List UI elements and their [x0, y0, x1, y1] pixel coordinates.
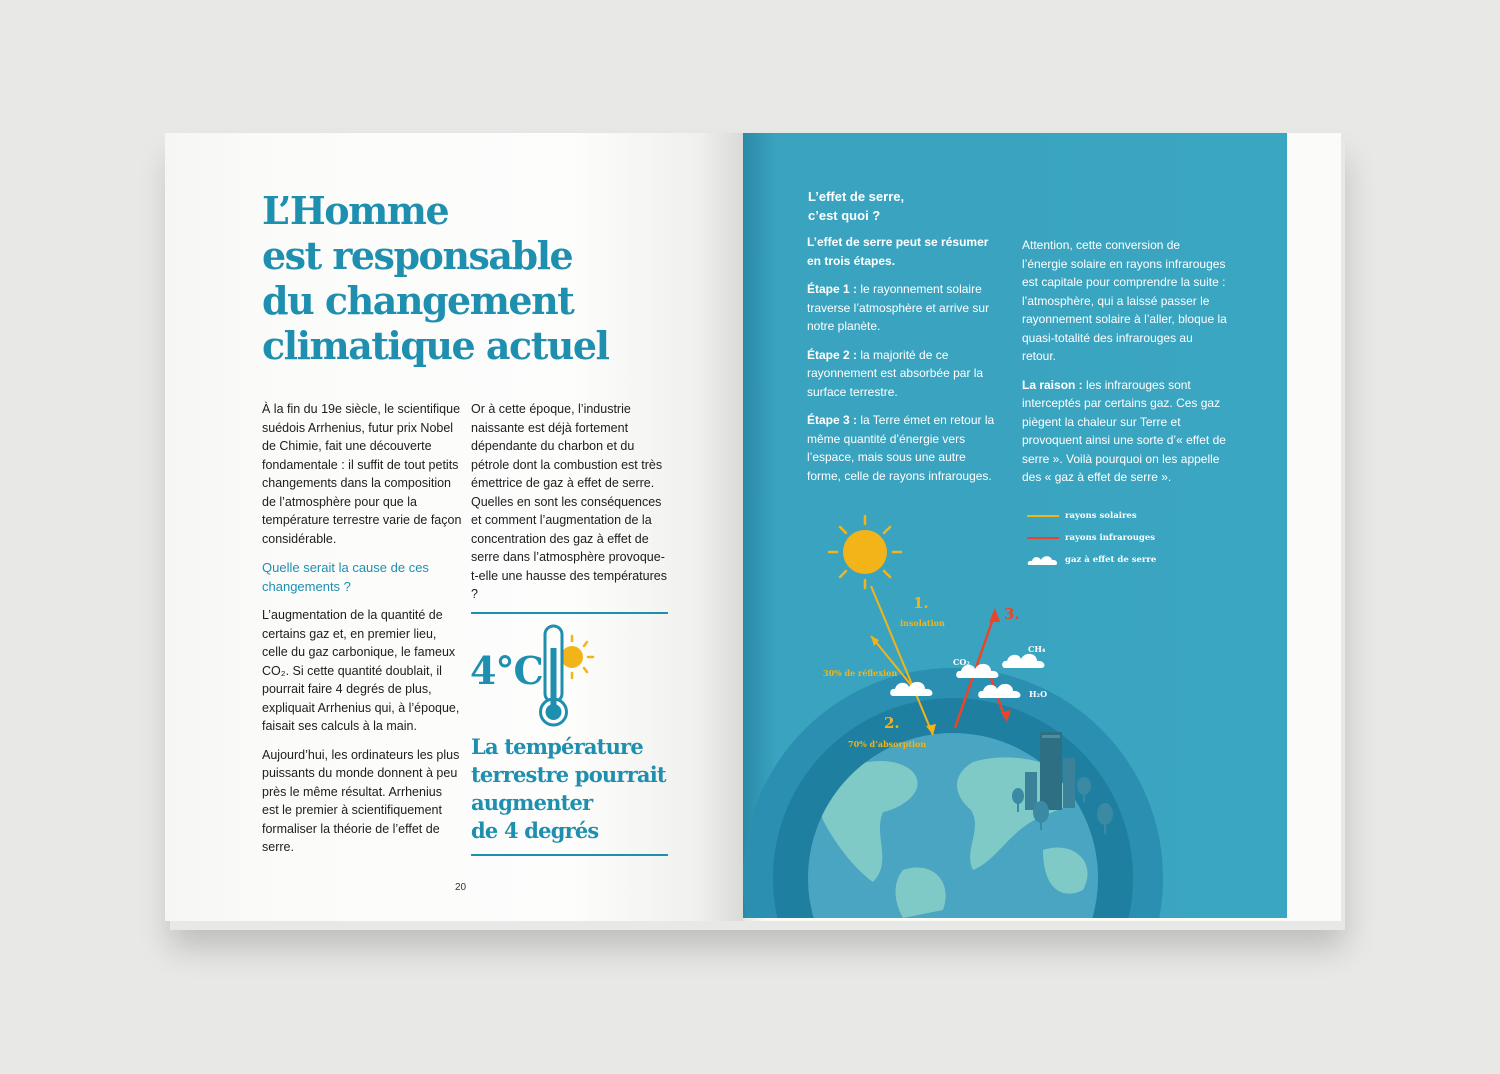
reason-text: les infrarouges sont interceptés par certains gaz. Ces gaz piègent la chaleur sur Terre et provoquent ainsi une sorte d’« effet de serre ». Voilà pourquoi on les appelle des « gaz à effet de serre ». [1022, 377, 1226, 484]
step-3 [807, 411, 1002, 485]
step-1-text: le rayonnement solaire traverse l’atmosphère et arrive sur notre planète. [807, 282, 990, 333]
stat-bottom-rule [471, 854, 668, 856]
stat-line-3: augmenter [471, 790, 593, 815]
page-title [262, 188, 608, 368]
legend-label-solar: rayons solaires [1065, 511, 1137, 521]
right-title [808, 187, 904, 225]
stat-line-1: La température [471, 734, 643, 759]
right-title-line-1: L’effet de serre, [808, 189, 905, 204]
intro-steps: L’effet de serre peut se résumer en trois étapes. [807, 235, 989, 268]
label-h2o: H₂O [1029, 689, 1048, 699]
label-co2: CO₂ [953, 657, 970, 667]
sun-icon [829, 516, 901, 588]
infrared-ray-arrowhead-1 [989, 608, 1000, 622]
right-title-line-2: c’est quoi ? [808, 208, 881, 223]
step-1-label: Étape 1 : [807, 282, 858, 296]
thermometer-sun-icon [535, 622, 605, 728]
right-column-2 [1022, 236, 1227, 497]
stat-value: 4°C [470, 648, 543, 693]
label-reflection: 30% de réflexion [823, 668, 898, 678]
left-column-1 [262, 400, 462, 867]
step-2-text: la majorité de ce rayonnement est absorbée par la surface terrestre. [807, 347, 984, 399]
step-3-label: Étape 3 : [807, 413, 858, 427]
title-line-3: du changement [262, 278, 574, 323]
marker-3: 3. [1004, 605, 1020, 623]
left-column-2 [471, 400, 667, 614]
title-line-4: climatique actuel [262, 323, 609, 368]
marker-1: 1. [913, 594, 929, 612]
paragraph-reason [1022, 376, 1227, 487]
legend-label-gas: gaz à effet de serre [1065, 555, 1157, 565]
paragraph-intro: À la fin du 19e siècle, le scientifique suédois Arrhenius, futur prix Nobel de Chimie, fait une découverte fondamentale : il suffit de tout petits changements dans la composition de l’atmosphère pour que la température terrestre varie de façon considérable. [262, 402, 462, 546]
label-absorption: 70% d’absorption [848, 739, 927, 749]
greenhouse-illustration [743, 490, 1287, 918]
reason-label: La raison : [1022, 377, 1083, 392]
page-number: 20 [455, 882, 467, 893]
paragraph-industry: Or à cette époque, l’industrie naissante est déjà fortement dépendante du charbon et du pétrole dont la combustion est très émettrice de gaz à effet de serre. Quelles en sont les conséquences et comment l’augmentation de la concentration des gaz à effet de serre dans l’atmosphère provoque-t-elle une hausse des températures ? [471, 402, 667, 601]
subheading-cause: Quelle serait la cause de ces changements ? [262, 560, 429, 594]
step-2-label: Étape 2 : [807, 347, 858, 362]
title-line-2: est responsable [262, 233, 573, 278]
paragraph-today: Aujourd’hui, les ordinateurs les plus puissants du monde donnent à peu près le même résultat. Arrhenius est le premier à scientifiquement formaliser la théorie de l’effet de serre. [262, 747, 460, 854]
stat-line-2: terrestre pourrait [471, 762, 666, 787]
step-3-text: la Terre émet en retour la même quantité d’énergie vers l’espace, mais sous une autre forme, celle de rayons infrarouges. [807, 413, 995, 483]
label-insolation: insolation [900, 618, 945, 628]
label-ch4: CH₄ [1028, 644, 1046, 654]
stat-line-4: de 4 degrés [471, 818, 599, 843]
title-line-1: L’Homme [262, 188, 449, 233]
step-2 [807, 346, 1002, 402]
legend-label-infrared: rayons infrarouges [1065, 533, 1156, 543]
paragraph-conversion: Attention, cette conversion de l’énergie solaire en rayons infrarouges est capitale pour comprendre la suite : l’atmosphère, qui a laissé passer le rayonnement solaire à l’aller, bloque la quasi-totalité des infrarouges au retour. [1022, 238, 1227, 363]
marker-2: 2. [884, 714, 900, 732]
stat-top-rule [471, 612, 668, 614]
paragraph-co2: L’augmentation de la quantité de certains gaz et, en premier lieu, celle du gaz carbonique, le fameux CO₂. Si cette quantité doublait, il pourrait faire 4 degrés de plus, expliquait Arrhenius qui, à l’époque, faisait ses calculs à la main. [262, 608, 460, 733]
right-column-1 [807, 233, 1002, 495]
step-1 [807, 280, 1002, 336]
stat-caption [471, 733, 666, 845]
